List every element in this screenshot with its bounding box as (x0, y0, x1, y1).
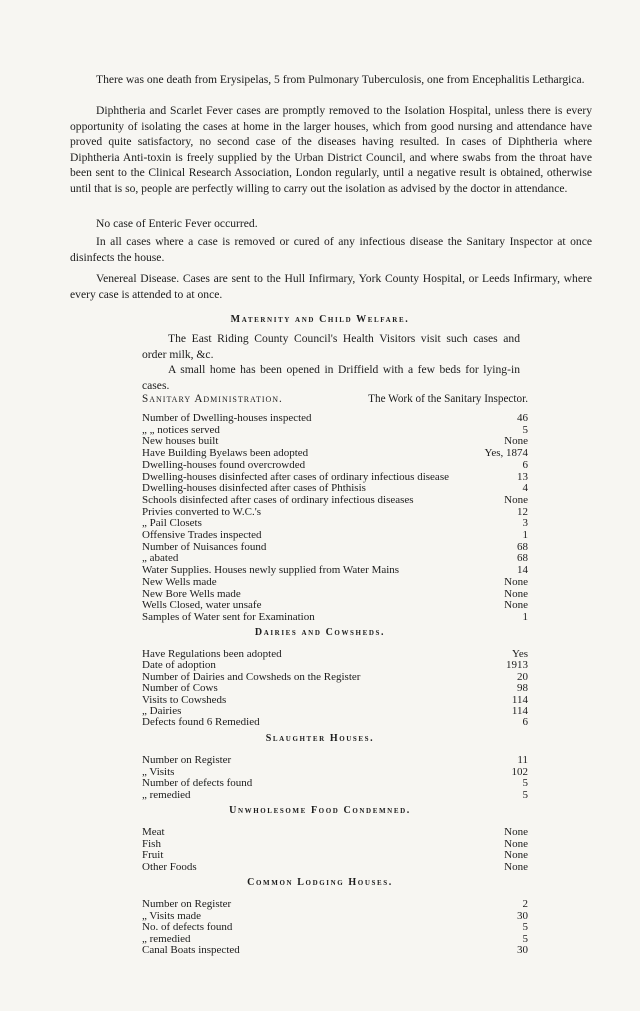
sanitary-subheading: The Work of the Sanitary Inspector. (368, 393, 528, 405)
lodging-row-value: 2 (522, 898, 528, 910)
dairies-row-label: Number of Cows (142, 682, 218, 695)
sanitary-row (142, 541, 528, 553)
lodging-row-value: 30 (517, 944, 528, 956)
food-row-label: Meat (142, 826, 165, 838)
food-row (142, 826, 528, 838)
sanitary-row-label: New Wells made (142, 575, 217, 588)
sanitary-row-value: None (504, 599, 528, 612)
sanitary-row-value: Yes, 1874 (484, 447, 528, 460)
sanitary-row-label: „ abated (142, 552, 179, 565)
sanitary-row-label: Samples of Water sent for Examination (142, 610, 315, 623)
sanitary-row (142, 599, 528, 611)
dairies-row-value: Yes (511, 648, 528, 660)
food-heading: Unwholesome Food Condemned. (229, 805, 411, 816)
sanitary-row-value: 13 (517, 470, 528, 483)
maternity-paragraph-1: The East Riding County Council's Health Visitors visit such cases and order milk, &c. (142, 332, 520, 361)
sanitary-row (142, 588, 528, 600)
sanitary-row-label: Dwelling-houses found overcrowded (142, 458, 306, 471)
slaughter-row (142, 754, 528, 766)
paragraph-venereal: Venereal Disease. Cases are sent to the Hull Infirmary, York County Hospital, or Leeds Infirmary, where every case is attended to at once. (70, 272, 592, 301)
slaughter-row (142, 766, 528, 778)
sanitary-row-value: 6 (522, 458, 528, 471)
sanitary-row-label: Number of Dwelling-houses inspected (142, 412, 312, 424)
slaughter-row-value: 11 (517, 754, 528, 766)
slaughter-row (142, 789, 528, 801)
slaughter-row-label: Number on Register (142, 754, 232, 766)
food-row-value: None (504, 860, 528, 873)
lodging-row-label: „ remedied (142, 932, 191, 945)
dairies-row-value: 98 (517, 682, 528, 695)
food-row-label: Other Foods (142, 860, 197, 873)
sanitary-row-label: Dwelling-houses disinfected after cases of Phthisis (142, 482, 366, 495)
sanitary-row (142, 435, 528, 447)
sanitary-row (142, 494, 528, 506)
sanitary-row-value: None (504, 493, 528, 506)
dairies-row-label: Number of Dairies and Cowsheds on the Register (142, 670, 361, 683)
dairies-row-value: 114 (511, 705, 528, 717)
dairies-row (142, 682, 528, 694)
dairies-row-value: 6 (522, 716, 528, 729)
lodging-row (142, 910, 528, 922)
lodging-row (142, 933, 528, 945)
sanitary-row (142, 482, 528, 494)
sanitary-row-value: None (504, 587, 528, 600)
sanitary-row-label: Water Supplies. Houses newly supplied from Water Mains (142, 564, 400, 577)
paragraph-erysipelas: There was one death from Erysipelas, 5 from Pulmonary Tuberculosis, one from Encephalitis Lethargica. (96, 73, 585, 86)
sanitary-heading-line (142, 393, 528, 405)
lodging-row-label: „ Visits made (142, 909, 202, 922)
paragraph-disinfection: In all cases where a case is removed or cured of any infectious disease the Sanitary Inspector at once disinfects the house. (70, 235, 592, 264)
dairies-row-label: Defects found 6 Remedied (142, 716, 260, 729)
dairies-row-label: Visits to Cowsheds (142, 693, 227, 706)
sanitary-row-value: 1 (522, 610, 528, 623)
slaughter-row (142, 777, 528, 789)
sanitary-row (142, 412, 528, 424)
slaughter-row-value: 5 (522, 777, 528, 789)
sanitary-row-label: Privies converted to W.C.'s (142, 505, 262, 518)
sanitary-row (142, 552, 528, 564)
sanitary-row (142, 529, 528, 541)
maternity-heading: Maternity and Child Welfare. (230, 314, 410, 325)
food-row (142, 838, 528, 850)
slaughter-row-label: „ Visits (142, 765, 175, 778)
sanitary-row-value: 1 (522, 529, 528, 541)
sanitary-row-label: New Bore Wells made (142, 587, 241, 600)
dairies-row-label: „ Dairies (142, 705, 182, 717)
dairies-row-value: 114 (511, 693, 528, 706)
sanitary-row-value: 46 (517, 412, 528, 424)
dairies-heading: Dairies and Cowsheds. (254, 627, 386, 638)
dairies-row-label: Date of adoption (142, 659, 216, 672)
dairies-row (142, 648, 528, 660)
sanitary-row (142, 576, 528, 588)
dairies-row (142, 659, 528, 671)
dairies-row (142, 694, 528, 706)
sanitary-heading: Sanitary Administration. (142, 393, 283, 405)
sanitary-row-value: 68 (517, 552, 528, 565)
food-row (142, 849, 528, 861)
food-row (142, 861, 528, 873)
dairies-row (142, 705, 528, 717)
lodging-row-value: 5 (522, 921, 528, 933)
sanitary-row (142, 424, 528, 436)
sanitary-row-label: Wells Closed, water unsafe (142, 599, 262, 612)
food-row-label: Fish (142, 837, 161, 850)
dairies-row-value: 1913 (506, 659, 528, 672)
lodging-row-value: 30 (517, 909, 528, 922)
slaughter-row-label: Number of defects found (142, 777, 253, 789)
slaughter-row-label: „ remedied (142, 788, 191, 801)
sanitary-row-value: 4 (522, 482, 528, 495)
lodging-heading: Common Lodging Houses. (247, 877, 393, 888)
dairies-row (142, 716, 528, 728)
dairies-row-value: 20 (517, 670, 528, 683)
lodging-row (142, 921, 528, 933)
sanitary-row-value: 12 (517, 505, 528, 518)
sanitary-row (142, 611, 528, 623)
maternity-paragraph-2: A small home has been opened in Driffield with a few beds for lying-in cases. (142, 363, 520, 392)
paragraph-enteric: No case of Enteric Fever occurred. (96, 217, 258, 230)
food-row-label: Fruit (142, 849, 164, 861)
paragraph-diphtheria: Diphtheria and Scarlet Fever cases are promptly removed to the Isolation Hospital, unless there is every opportunity of isolating the cases at home in the larger houses, which from good nursing and attendance have proved quite satisfactory, no second case of the diseases having resulted. In cases of Diphtheria where Diphtheria Anti-toxin is freely supplied by the Urban District Council, and where swabs from the throat have been sent to the Clinical Research Association, London regularly, until a negative result is obtained, otherwise until that is so, people are perfectly willing to carry out the isolation as advised by the doctor in attendance. (70, 104, 592, 195)
sanitary-row-label: „ „ notices served (142, 423, 220, 436)
sanitary-row-value: 68 (517, 540, 528, 553)
sanitary-row-label: Dwelling-houses disinfected after cases of ordinary infectious disease (142, 470, 449, 483)
food-row-value: None (504, 826, 528, 838)
food-row-value: None (504, 849, 528, 861)
slaughter-heading: Slaughter Houses. (265, 733, 375, 744)
lodging-row-label: Canal Boats inspected (142, 944, 240, 956)
lodging-row-label: No. of defects found (142, 921, 233, 933)
sanitary-row-value: 3 (522, 517, 528, 530)
sanitary-row (142, 564, 528, 576)
sanitary-row-value: 14 (517, 564, 528, 577)
sanitary-row-value: None (504, 435, 528, 448)
sanitary-row-label: New houses built (142, 435, 219, 448)
sanitary-row (142, 506, 528, 518)
food-row-value: None (504, 837, 528, 850)
sanitary-row (142, 447, 528, 459)
sanitary-row (142, 459, 528, 471)
sanitary-row-label: „ Pail Closets (142, 517, 202, 530)
sanitary-row-label: Schools disinfected after cases of ordinary infectious diseases (142, 493, 414, 506)
sanitary-row-label: Have Building Byelaws been adopted (142, 447, 309, 460)
lodging-row-label: Number on Register (142, 898, 232, 910)
sanitary-row-label: Number of Nuisances found (142, 540, 267, 553)
sanitary-row (142, 517, 528, 529)
dairies-row (142, 671, 528, 683)
slaughter-row-value: 102 (511, 765, 528, 778)
sanitary-row-value: 5 (522, 423, 528, 436)
sanitary-row-value: None (504, 575, 528, 588)
lodging-row (142, 898, 528, 910)
slaughter-row-value: 5 (522, 788, 528, 801)
lodging-row-value: 5 (522, 932, 528, 945)
lodging-row (142, 944, 528, 956)
sanitary-row-label: Offensive Trades inspected (142, 529, 262, 541)
dairies-row-label: Have Regulations been adopted (142, 648, 282, 660)
sanitary-row (142, 471, 528, 483)
